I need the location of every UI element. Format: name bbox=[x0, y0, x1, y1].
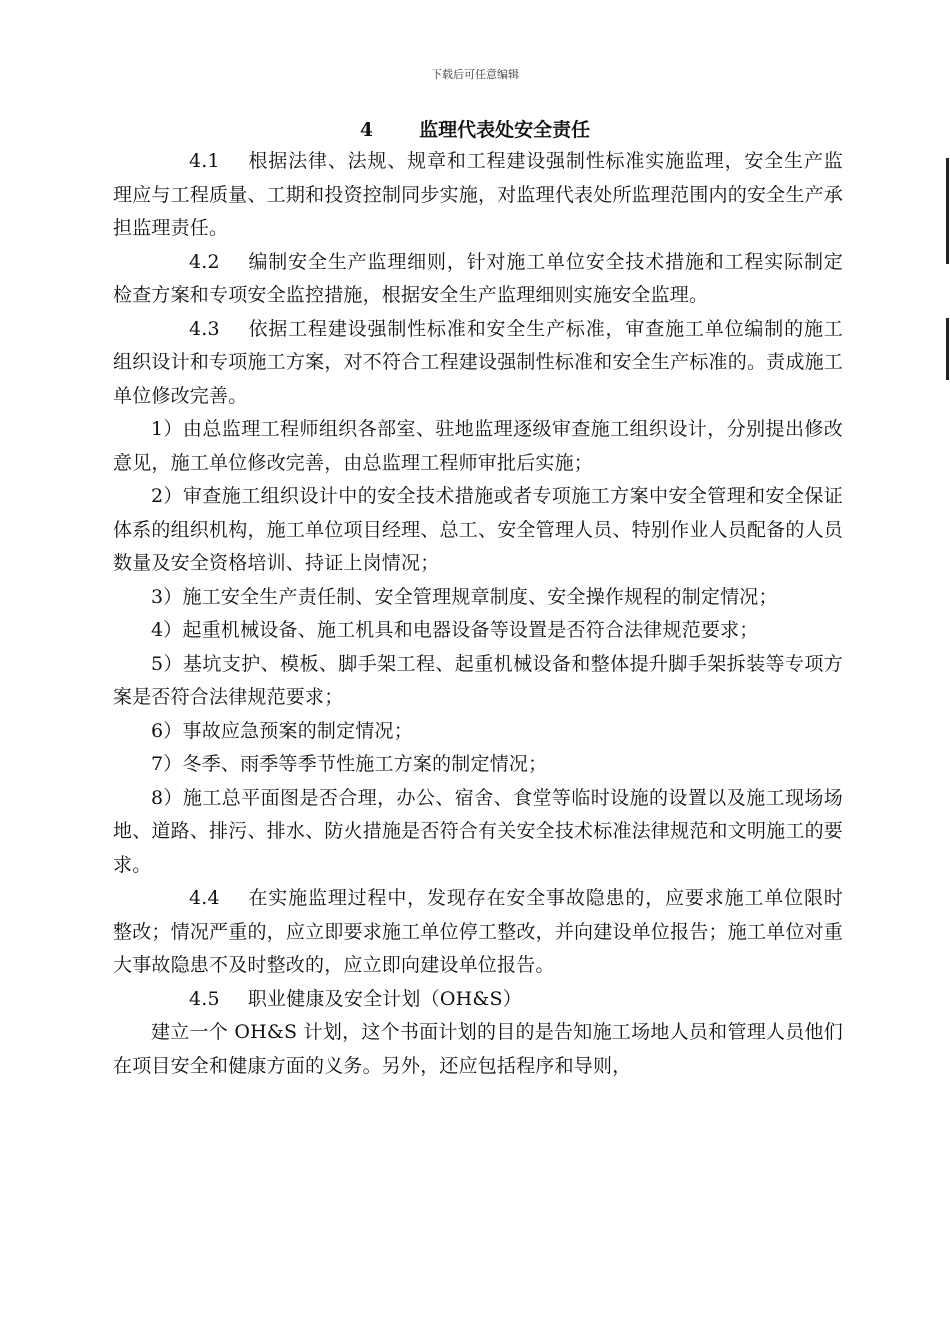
paragraph-text: 职业健康及安全计划（OH&S） bbox=[247, 987, 522, 1010]
paragraph-text: 编制安全生产监理细则，针对施工单位安全技术措施和工程实际制定检查方案和专项安全监控措施，根据安全生产监理细则实施安全监理。 bbox=[113, 250, 843, 306]
list-item-6: 6）事故应急预案的制定情况； bbox=[151, 719, 413, 742]
section-title-text: 监理代表处安全责任 bbox=[419, 119, 591, 141]
paragraph-number: 4.1 bbox=[189, 150, 220, 172]
paragraph-text: 在实施监理过程中，发现存在安全事故隐患的，应要求施工单位限时整改；情况严重的，应立即要求施工单位停工整改，并向建设单位报告；施工单位对重大事故隐患不及时整改的，应立即向建设单位报告。 bbox=[113, 887, 843, 976]
paragraph-number: 4.3 bbox=[189, 317, 220, 340]
list-item-7: 7）冬季、雨季等季节性施工方案的制定情况； bbox=[151, 753, 548, 775]
paragraph-text: 依据工程建设强制性标准和安全生产标准，审查施工单位编制的施工组织设计和专项施工方案，对不符合工程建设强制性标准和安全生产标准的。责成施工单位修改完善。 bbox=[113, 317, 843, 407]
margin-change-bar bbox=[946, 158, 949, 264]
paragraph-number: 4.2 bbox=[189, 250, 220, 273]
paragraph-4-1 bbox=[113, 145, 843, 246]
paragraph-4-2 bbox=[113, 246, 843, 313]
paragraph-4-3 bbox=[113, 313, 843, 414]
margin-change-bar bbox=[946, 318, 949, 380]
list-item-3: 3）施工安全生产责任制、安全管理规章制度、安全操作规程的制定情况； bbox=[151, 585, 778, 608]
list-item-1: 1）由总监理工程师组织各部室、驻地监理逐级审查施工组织设计，分别提出修改意见，施工单位修改完善，由总监理工程师审批后实施； bbox=[113, 418, 843, 474]
list-item-2: 2）审查施工组织设计中的安全技术措施或者专项施工方案中安全管理和安全保证体系的组织机构，施工单位项目经理、总工、安全管理人员、特别作业人员配备的人员数量及安全资格培训、持证上岗情况； bbox=[113, 485, 843, 574]
paragraph-text: 根据法律、法规、规章和工程建设强制性标准实施监理，安全生产监理应与工程质量、工期和投资控制同步实施，对监理代表处所监理范围内的安全生产承担监理责任。 bbox=[113, 150, 843, 239]
paragraph-number: 4.4 bbox=[189, 887, 220, 909]
section-number: 4 bbox=[359, 119, 374, 141]
paragraph-4-4 bbox=[113, 882, 843, 983]
document-body bbox=[113, 145, 843, 1083]
paragraph-4-5 bbox=[113, 983, 843, 1017]
header-note: 下载后可任意编辑 bbox=[431, 68, 519, 81]
list-item-8: 8）施工总平面图是否合理，办公、宿舍、食堂等临时设施的设置以及施工现场场地、道路、排污、排水、防火措施是否符合有关安全技术标准法律规范和文明施工的要求。 bbox=[113, 786, 843, 876]
list-item-5: 5）基坑支护、模板、脚手架工程、起重机械设备和整体提升脚手架拆装等专项方案是否符合法律规范要求； bbox=[113, 652, 843, 708]
closing-paragraph: 建立一个 OH&S 计划，这个书面计划的目的是告知施工场地人员和管理人员他们在项目安全和健康方面的义务。另外，还应包括程序和导则， bbox=[113, 1021, 843, 1077]
list-item-4: 4）起重机械设备、施工机具和电器设备等设置是否符合法律规范要求； bbox=[151, 619, 759, 641]
section-title bbox=[0, 116, 950, 144]
paragraph-number: 4.5 bbox=[189, 987, 220, 1010]
